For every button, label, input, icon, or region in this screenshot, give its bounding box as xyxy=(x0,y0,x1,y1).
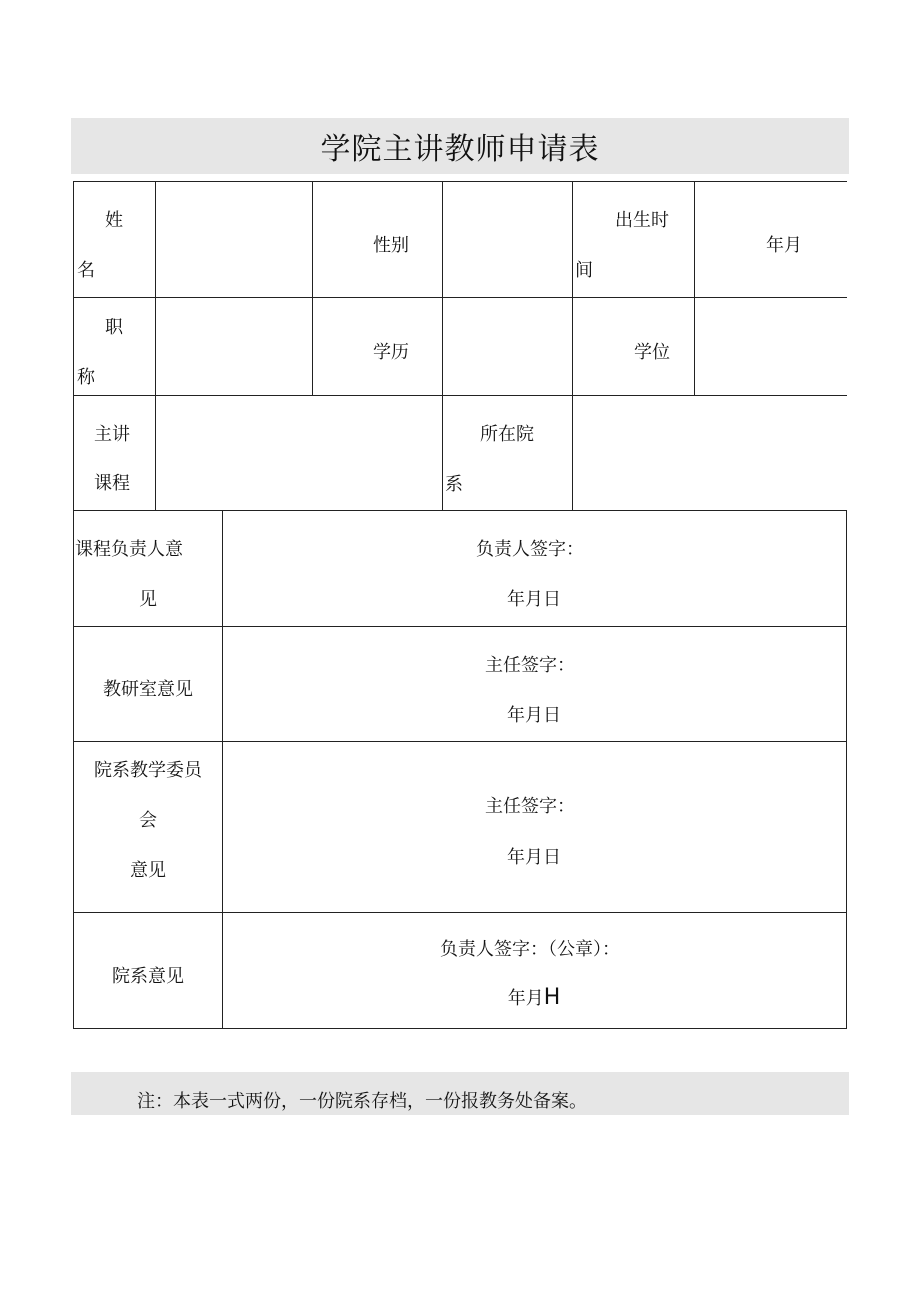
signature-line: 主任签字： xyxy=(485,796,575,817)
degree-field[interactable] xyxy=(695,298,847,395)
course-lead-opinion-label: 课程负责人意 xyxy=(75,539,183,560)
teaching-office-opinion-label: 教研室意见 xyxy=(103,679,193,700)
degree-label: 学位 xyxy=(634,342,670,363)
rule xyxy=(73,741,847,742)
date-suffix: H xyxy=(543,985,561,1010)
date-line: 年月日 xyxy=(507,847,561,868)
rule xyxy=(73,626,847,627)
course-label: 课程 xyxy=(94,473,130,494)
committee-opinion-label: 院系教学委员 xyxy=(94,760,202,781)
title-rank-field[interactable] xyxy=(156,298,312,395)
birth-label: 间 xyxy=(575,260,593,281)
note-band xyxy=(71,1072,849,1115)
department-label: 所在院 xyxy=(480,424,534,445)
birth-label: 出生时 xyxy=(615,210,669,231)
signature-line: 主任签字： xyxy=(485,655,575,676)
rule xyxy=(73,510,847,511)
date-prefix: 年月 xyxy=(507,988,544,1009)
name-label: 姓 xyxy=(105,210,123,231)
committee-opinion-label: 会 xyxy=(139,810,157,831)
gender-label: 性别 xyxy=(373,235,409,256)
rule xyxy=(846,510,847,1029)
name-field[interactable] xyxy=(156,182,312,297)
form-title: 学院主讲教师申请表 xyxy=(320,132,600,167)
rule xyxy=(73,1028,847,1029)
title-band xyxy=(71,118,849,174)
application-form xyxy=(73,181,847,1029)
signature-line: 负责人签字： xyxy=(476,539,584,560)
title-rank-label: 职 xyxy=(105,317,123,338)
footnote: 注：本表一式两份，一份院系存档，一份报教务处备案。 xyxy=(137,1091,587,1112)
date-line: 年月日 xyxy=(507,705,561,726)
date-line: 年月日 xyxy=(507,589,561,610)
committee-opinion-label: 意见 xyxy=(130,860,166,881)
name-label: 名 xyxy=(77,260,95,281)
education-field[interactable] xyxy=(443,298,572,395)
course-field[interactable] xyxy=(156,396,442,510)
date-line xyxy=(508,984,561,1010)
rule xyxy=(222,510,223,1029)
education-label: 学历 xyxy=(373,342,409,363)
gender-field[interactable] xyxy=(443,182,572,297)
department-field[interactable] xyxy=(573,396,846,510)
department-opinion-label: 院系意见 xyxy=(112,966,184,987)
rule xyxy=(73,181,74,1029)
department-label: 系 xyxy=(445,474,463,495)
rule xyxy=(73,912,847,913)
course-label: 主讲 xyxy=(94,424,130,445)
birth-value[interactable]: 年月 xyxy=(766,235,802,256)
course-lead-opinion-label: 见 xyxy=(139,589,157,610)
rule xyxy=(312,181,313,395)
title-rank-label: 称 xyxy=(77,367,95,388)
signature-line: 负责人签字：（公章）： xyxy=(440,939,620,960)
